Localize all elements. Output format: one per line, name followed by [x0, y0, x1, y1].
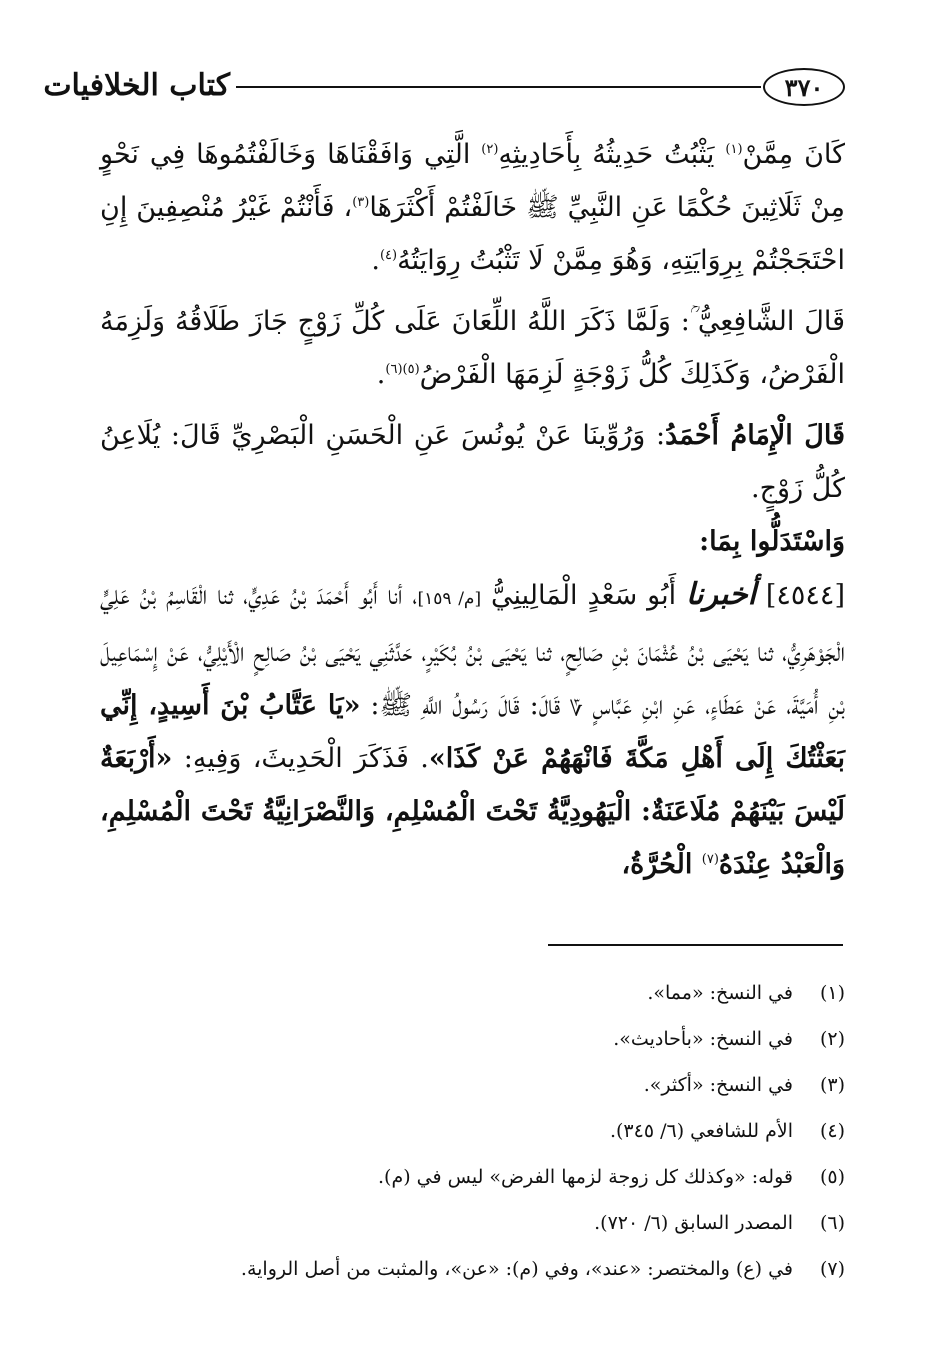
- akhbarana-label: أخبرنا: [686, 577, 756, 612]
- footnote: [100, 970, 845, 1016]
- footnote-text: في النسخ: «أكثر».: [643, 1074, 793, 1096]
- footnote: [100, 1016, 845, 1062]
- paragraph-1: [100, 128, 845, 287]
- header-rule: [236, 86, 761, 88]
- footnote: [100, 1062, 845, 1108]
- footnote-ref: (٣): [352, 195, 370, 210]
- paragraph-4: [100, 568, 845, 891]
- footnote-text: قوله: «وكذلك كل زوجة لزمها الفرض» ليس في (م).: [378, 1166, 793, 1188]
- footnote: [100, 1200, 845, 1246]
- quoted-text: الْحُرَّةُ،: [621, 849, 702, 880]
- footnote-text: في النسخ: «مما».: [647, 982, 793, 1004]
- footnote-number: (٤): [819, 1120, 845, 1142]
- text-run: .: [376, 359, 386, 390]
- footnote-text: الأم للشافعي (٦/ ٣٤٥).: [609, 1120, 793, 1142]
- text-run: ، أنا أَبُو أَحْمَدَ بْنُ عَدِيٍّ، ثنا الْقَاسِمُ بْنُ عَلِيٍّ الْجَوْهَرِيُّ، ثنا يَحْيَى بْنُ عُثْمَانَ بْنِ صَالِحٍ، ثنا يَحْيَى بْنُ بُكَيْرٍ، حَدَّثَنِي يَحْيَى بْنُ صَالِحٍ الْأَيْلِيُّ، عَنْ إِسْمَاعِيلَ بْنِ أُمَيَّةَ، عَنْ عَطَاءٍ، عَنِ ابْنِ عَبَّاسٍ ؆ قَالَ: قَالَ رَسُولُ اللَّهِ ﷺ:: [100, 580, 845, 721]
- quoted-text: «أَرْبَعَةٌ لَيْسَ بَيْنَهُمْ مُلَاعَنَةٌ: الْيَهُودِيَّةُ تَحْتَ الْمُسْلِمِ، وَالنَّصْرَانِيَّةُ تَحْتَ الْمُسْلِمِ، وَالْعَبْدُ عِنْدَهُ: [100, 743, 845, 880]
- speaker-label: قَالَ الْإِمَامُ أَحْمَدُ: [665, 420, 845, 451]
- footnote: [100, 1246, 845, 1292]
- section-heading: وَاسْتَدَلُّوا بِمَا:: [699, 526, 845, 557]
- book-title: كتاب الخلافيات: [43, 68, 230, 103]
- footnotes: [100, 970, 845, 1292]
- footnote-ref: (١): [725, 142, 743, 157]
- footnote-ref: (٧): [701, 852, 719, 867]
- footnote-number: (٥): [819, 1166, 845, 1188]
- footnote: [100, 1108, 845, 1154]
- text-run: ، فَأَنْتُمْ غَيْرُ مُنْصِفِينَ إِنِ احْتَجَجْتُمْ بِرِوَايَتِهِ، وَهُوَ مِمَّنْ لَا تَثْبُتُ رِوَايَتُهُ: [100, 192, 845, 276]
- footnote-number: (٣): [819, 1074, 845, 1096]
- footnote-ref: (٢): [481, 142, 499, 157]
- quoted-text: «يَا عَتَّابُ بْنَ أَسِيدٍ، إِنِّي بَعَثْتُكَ إِلَى أَهْلِ مَكَّةَ فَانْهَهُمْ عَنْ كَذَا»: [100, 690, 845, 774]
- text-run: .: [371, 245, 380, 276]
- footnote-number: (٢): [819, 1028, 845, 1050]
- footnote: [100, 1154, 845, 1200]
- footnote-number: (١): [819, 982, 845, 1004]
- text-run: : وَرُوِّينَا عَنْ يُونُسَ عَنِ الْحَسَنِ الْبَصْرِيِّ قَالَ: يُلَاعِنُ كُلُّ زَوْجٍ.: [100, 420, 845, 504]
- footnote-text: في النسخ: «بأحاديث».: [613, 1028, 793, 1050]
- page-number: ٣٧٠: [763, 68, 845, 106]
- text-run: الَّتِي وَافَقْنَاهَا وَخَالَفْتُمُوهَا فِي نَحْوٍ مِنْ ثَلَاثِينَ حُكْمًا عَنِ النَّبِيِّ ﷺ خَالَفْتُمْ أَكْثَرَهَا: [100, 139, 845, 223]
- footnote-number: (٧): [819, 1258, 845, 1280]
- footnote-separator: [548, 944, 843, 946]
- text-run: قَالَ الشَّافِعِيُّ ؒ: وَلَمَّا ذَكَرَ اللَّهُ اللِّعَانَ عَلَى كُلِّ زَوْجٍ جَازَ طَلَاقُهُ وَلَزِمَهُ الْفَرْضُ، وَكَذَلِكَ كُلُّ زَوْجَةٍ لَزِمَهَا الْفَرْضُ: [100, 306, 845, 390]
- text-run: أَبُو سَعْدٍ الْمَالِينِيُّ: [481, 580, 686, 611]
- text-run: . فَذَكَرَ الْحَدِيثَ، وَفِيهِ:: [172, 743, 429, 774]
- paragraph-3: [100, 409, 845, 515]
- footnote-text: في (ع) والمختصر: «عند»، وفي (م): «عن»، والمثبت من أصل الرواية.: [240, 1258, 793, 1280]
- text-run: كَانَ مِمَّنْ: [742, 139, 845, 170]
- manuscript-ref: [م/ ١٥٩]: [417, 589, 482, 609]
- paragraph-2: [100, 295, 845, 401]
- footnote-ref: (٤): [379, 248, 398, 263]
- main-text: [100, 128, 845, 891]
- page-header: [43, 62, 845, 118]
- footnote-ref: (٥)(٦): [385, 362, 420, 377]
- text-run: يَثْبُتُ حَدِيثُهُ بِأَحَادِيثِهِ: [498, 139, 726, 170]
- hadith-number: [٤٥٤٤]: [765, 580, 845, 611]
- footnote-number: (٦): [819, 1212, 845, 1234]
- footnote-text: المصدر السابق (٦/ ٧٢٠).: [594, 1212, 793, 1234]
